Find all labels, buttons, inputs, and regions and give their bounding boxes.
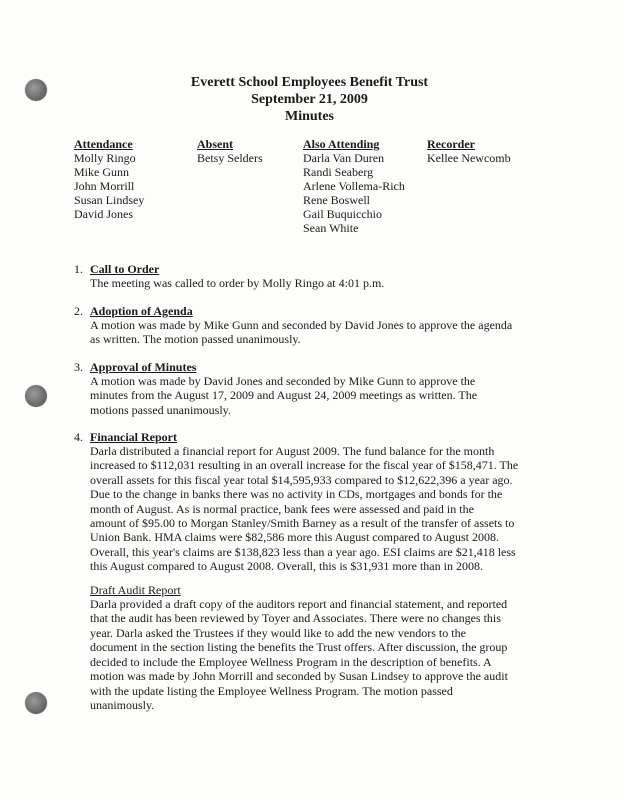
body-line: motion was made by John Morrill and seconded by Susan Lindsey to approve the audit: [90, 669, 508, 684]
binder-hole: [25, 385, 47, 407]
item-number: 2.: [74, 304, 83, 318]
body-line: Overall, this year's claims are $138,823 less than a year ago. ESI claims are $21,418 less: [90, 544, 516, 559]
body-line: Due to the change in banks there was no activity in CDs, mortgages and bonds for the: [90, 487, 503, 502]
body-line: Union Bank. HMA claims were $82,586 more this August compared to August 2008.: [90, 530, 499, 545]
body-line: overall assets for this fiscal year total $14,595,933 compared to $12,622,396 a year ago.: [90, 472, 513, 487]
attendee-name: Susan Lindsey: [74, 193, 145, 207]
recorder-name: Kellee Newcomb: [427, 151, 511, 165]
column-heading: Attendance: [74, 137, 133, 151]
absent-name: Betsy Selders: [197, 151, 263, 165]
item-body: [90, 276, 552, 290]
item-body: [90, 444, 552, 712]
item-body: [90, 374, 552, 417]
body-line: The meeting was called to order by Molly Ringo at 4:01 p.m.: [90, 276, 385, 290]
attendee-name: Molly Ringo: [74, 151, 136, 165]
attendee-name: John Morrill: [74, 179, 135, 193]
body-line: year. Darla asked the Trustees if they would like to add the new vendors to the: [90, 625, 466, 640]
body-line: Darla provided a draft copy of the auditors report and financial statement, and reported: [90, 597, 508, 612]
body-line: minutes from the August 17, 2009 and August 24, 2009 meetings as written. The: [90, 388, 478, 403]
body-line: unanimously.: [90, 697, 155, 712]
column-heading: Absent: [197, 137, 234, 151]
column-heading: Recorder: [427, 137, 475, 151]
document-type: Minutes: [285, 109, 334, 124]
guest-name: Darla Van Duren: [303, 151, 385, 165]
body-line: this August compared to August 2008. Overall, this is $31,931 more than in 2008.: [90, 559, 483, 574]
body-line: with the update listing the Employee Wellness Program. The motion passed: [90, 683, 453, 698]
body-line: as written. The motion passed unanimously.: [90, 332, 301, 347]
attendance-column: [74, 137, 144, 221]
item-body: [90, 318, 552, 347]
body-line: amount of $95.00 to Morgan Stanley/Smith Barney as a result of the transfer of assets to: [90, 516, 515, 531]
item-number: 1.: [74, 262, 83, 276]
body-line: A motion was made by Mike Gunn and seconded by David Jones to approve the agenda: [90, 318, 513, 332]
guest-name: Rene Boswell: [303, 193, 370, 207]
body-line: increased to $112,031 resulting in an overall increase for the fiscal year of $158,471. The: [90, 458, 519, 473]
body-line: A motion was made by David Jones and seconded by Mike Gunn to approve the: [90, 374, 476, 388]
attendee-name: Mike Gunn: [74, 165, 129, 179]
document-header: [0, 74, 619, 125]
subsection-title: Draft Audit Report: [90, 582, 181, 597]
body-line: month of August. As is normal practice, bank fees were assessed and paid in the: [90, 501, 474, 516]
guest-name: Arlene Vollema-Rich: [303, 179, 405, 193]
absent-column: [197, 137, 263, 165]
recorder-column: [427, 137, 511, 165]
guest-name: Sean White: [303, 221, 359, 235]
guest-name: Gail Buquicchio: [303, 207, 382, 221]
item-title: Approval of Minutes: [90, 360, 197, 374]
also-attending-column: [303, 137, 405, 235]
guest-name: Randi Seaberg: [303, 165, 374, 179]
item-title: Adoption of Agenda: [90, 304, 193, 318]
body-line: motions passed unanimously.: [90, 402, 231, 417]
body-line: that the audit has been reviewed by Toyer and Associates. There were no changes this: [90, 611, 501, 626]
attendee-name: David Jones: [74, 207, 133, 221]
body-line: Darla distributed a financial report for August 2009. The fund balance for the month: [90, 444, 495, 458]
column-heading: Also Attending: [303, 137, 380, 151]
organization-title: Everett School Employees Benefit Trust: [190, 75, 429, 90]
body-line: decided to include the Employee Wellness Program in the description of benefits. A: [90, 654, 492, 669]
paragraph-gap: [90, 574, 552, 583]
body-line: document in the section listing the benefits the Trust offers. After discussion, the group: [90, 640, 508, 655]
binder-hole: [25, 692, 47, 714]
meeting-date: September 21, 2009: [251, 92, 368, 107]
item-title: Call to Order: [90, 262, 160, 276]
item-number: 3.: [74, 360, 83, 374]
item-title: Financial Report: [90, 430, 177, 444]
item-number: 4.: [74, 430, 83, 444]
